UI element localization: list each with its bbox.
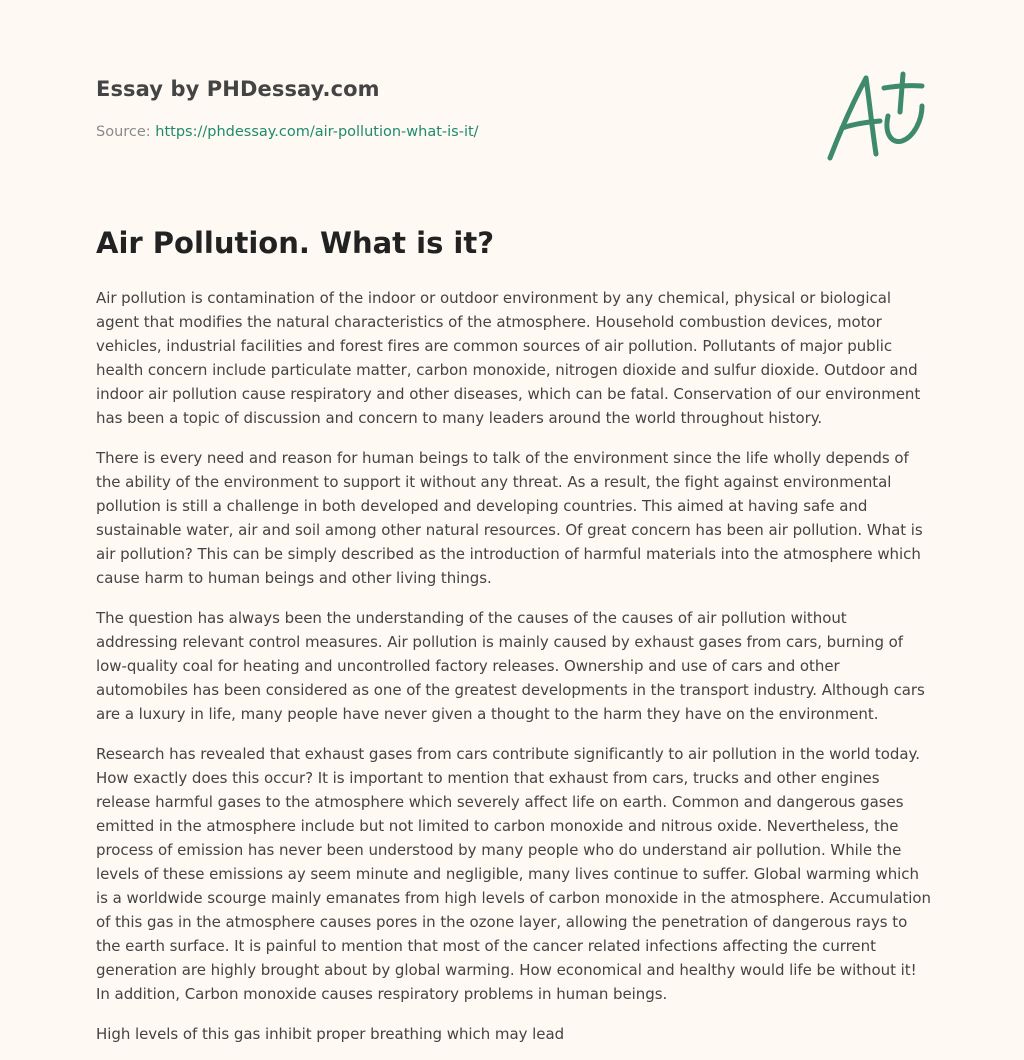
essay-body (96, 286, 932, 1060)
paragraph: High levels of this gas inhibit proper breathing which may lead (96, 1025, 565, 1043)
source-line (96, 124, 479, 140)
source-label: Source: (96, 124, 151, 140)
paragraph: The question has always been the understanding of the causes of the causes of air pollution without addressing relevant control measures. Air pollution is mainly caused by exhaust gases from cars, burning of low-quality coal for heating and uncontrolled factory releases. Ownership and use of cars and other automobiles has been considered as one of the greatest developments in the transport industry. Although cars are a luxury in life, many people have never given a thought to the harm they have on the environment. (96, 609, 925, 723)
source-link[interactable]: https://phdessay.com/air-pollution-what-is-it/ (155, 124, 479, 140)
paragraph: Air pollution is contamination of the indoor or outdoor environment by any chemical, physical or biological agent that modifies the natural characteristics of the atmosphere. Household combustion devices, motor vehicles, industrial facilities and forest fires are common sources of air pollution. Pollutants of major public health concern include particulate matter, carbon monoxide, nitrogen dioxide and sulfur dioxide. Outdoor and indoor air pollution cause respiratory and other diseases, which can be fatal. Conservation of our environment has been a topic of discussion and concern to many leaders around the world throughout history. (96, 289, 921, 427)
paragraph: Research has revealed that exhaust gases from cars contribute significantly to air pollution in the world today. How exactly does this occur? It is important to mention that exhaust from cars, trucks and other engines release harmful gases to the atmosphere which severely affect life on earth. Common and dangerous gases emitted in the atmosphere include but not limited to carbon monoxide and nitrous oxide. Nevertheless, the process of emission has never been understood by many people who do understand air pollution. While the levels of these emissions ay seem minute and negligible, many lives continue to suffer. Global warming which is a worldwide scourge mainly emanates from high levels of carbon monoxide in the atmosphere. Accumulation of this gas in the atmosphere causes pores in the ozone layer, allowing the penetration of dangerous rays to the earth surface. It is painful to mention that most of the cancer related infections affecting the current generation are highly brought about by global warming. How economical and healthy would life be without it! In addition, Carbon monoxide causes respiratory problems in human beings. (96, 745, 931, 1003)
essay-title: Air Pollution. What is it? (96, 226, 495, 260)
paragraph: There is every need and reason for human beings to talk of the environment since the life wholly depends of the ability of the environment to support it without any threat. As a result, the fight against environmental pollution is still a challenge in both developed and developing countries. This aimed at having safe and sustainable water, air and soil among other natural resources. Of great concern has been air pollution. What is air pollution? This can be simply described as the introduction of harmful materials into the atmosphere which cause harm to human beings and other living things. (96, 449, 923, 587)
site-title: Essay by PHDessay.com (96, 77, 380, 101)
a-plus-logo-icon (822, 66, 928, 166)
